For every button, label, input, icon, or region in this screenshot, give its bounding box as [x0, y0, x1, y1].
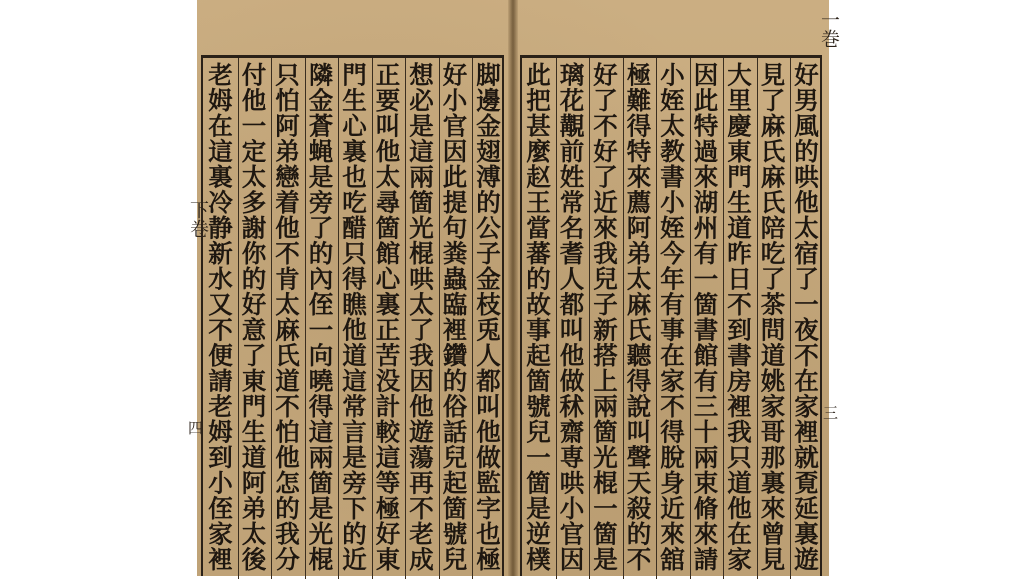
text-column: 見了麻氏麻氏陪吃了茶問道姚家哥那裏來曾見	[757, 58, 787, 579]
volume-margin-label: 下卷	[187, 200, 209, 238]
text-column: 正要叫他太尋箇館心裏正苦没計較這等極好東	[372, 58, 402, 579]
left-page	[186, 0, 512, 576]
text-column: 隣金蒼蝇是旁了的內侄一向曉得這兩箇是光棍	[305, 58, 335, 579]
right-page	[514, 0, 840, 576]
text-column: 門生心裏也吃醋只得瞧他道這常言是旁下的近	[338, 58, 368, 579]
page-number: 三	[821, 405, 839, 420]
text-column: 小姪太教書小姪今年有事在家不得脫身近來舘	[656, 58, 686, 579]
book-spread	[186, 0, 840, 576]
text-column: 好小官因此提句粪蟲臨裡鑽的俗話兒起箇號兒	[439, 58, 469, 579]
text-column: 因此特過來湖州有一箇書館有三十兩束脩來請	[690, 58, 720, 579]
text-column: 老姆在這裏冷静新水又不便請老姆到小侄家裡	[205, 62, 234, 572]
volume-margin-label: 一巻	[818, 10, 840, 48]
left-text-frame	[201, 55, 504, 576]
text-column: 璃花覯前姓常名耆人都叫他做秫齋専哄小官因	[556, 58, 586, 579]
text-column: 大里慶東門生道昨日不到書房裡我只道他在家	[723, 58, 753, 579]
text-column: 此把甚麼赵王當蕃的故事起箇號兒一箇是逆樸	[523, 62, 552, 572]
text-column: 好男風的哄他太宿了一夜不在家裡就覔延裏遊	[790, 58, 820, 579]
page-number: 四	[186, 420, 204, 435]
text-column: 極難得特來薦阿弟太麻氏聽得說叫聲天殺的不	[623, 58, 653, 579]
text-column: 脚邊金翅溥的公子金枝兎人都叫他做監字也極	[472, 58, 502, 579]
text-column: 付他一定太多謝你的好意了東門生道阿弟太後	[238, 58, 268, 579]
text-column: 好了不好了近來我兒子新搭上兩箇光棍一箇是	[589, 58, 619, 579]
text-column: 只怕阿弟戀着他不肯太麻氏道不怕他怎的我分	[271, 58, 301, 579]
text-column: 想必是這兩箇光棍哄太了我因他遊蕩再不老成	[405, 58, 435, 579]
right-text-frame	[520, 55, 822, 576]
